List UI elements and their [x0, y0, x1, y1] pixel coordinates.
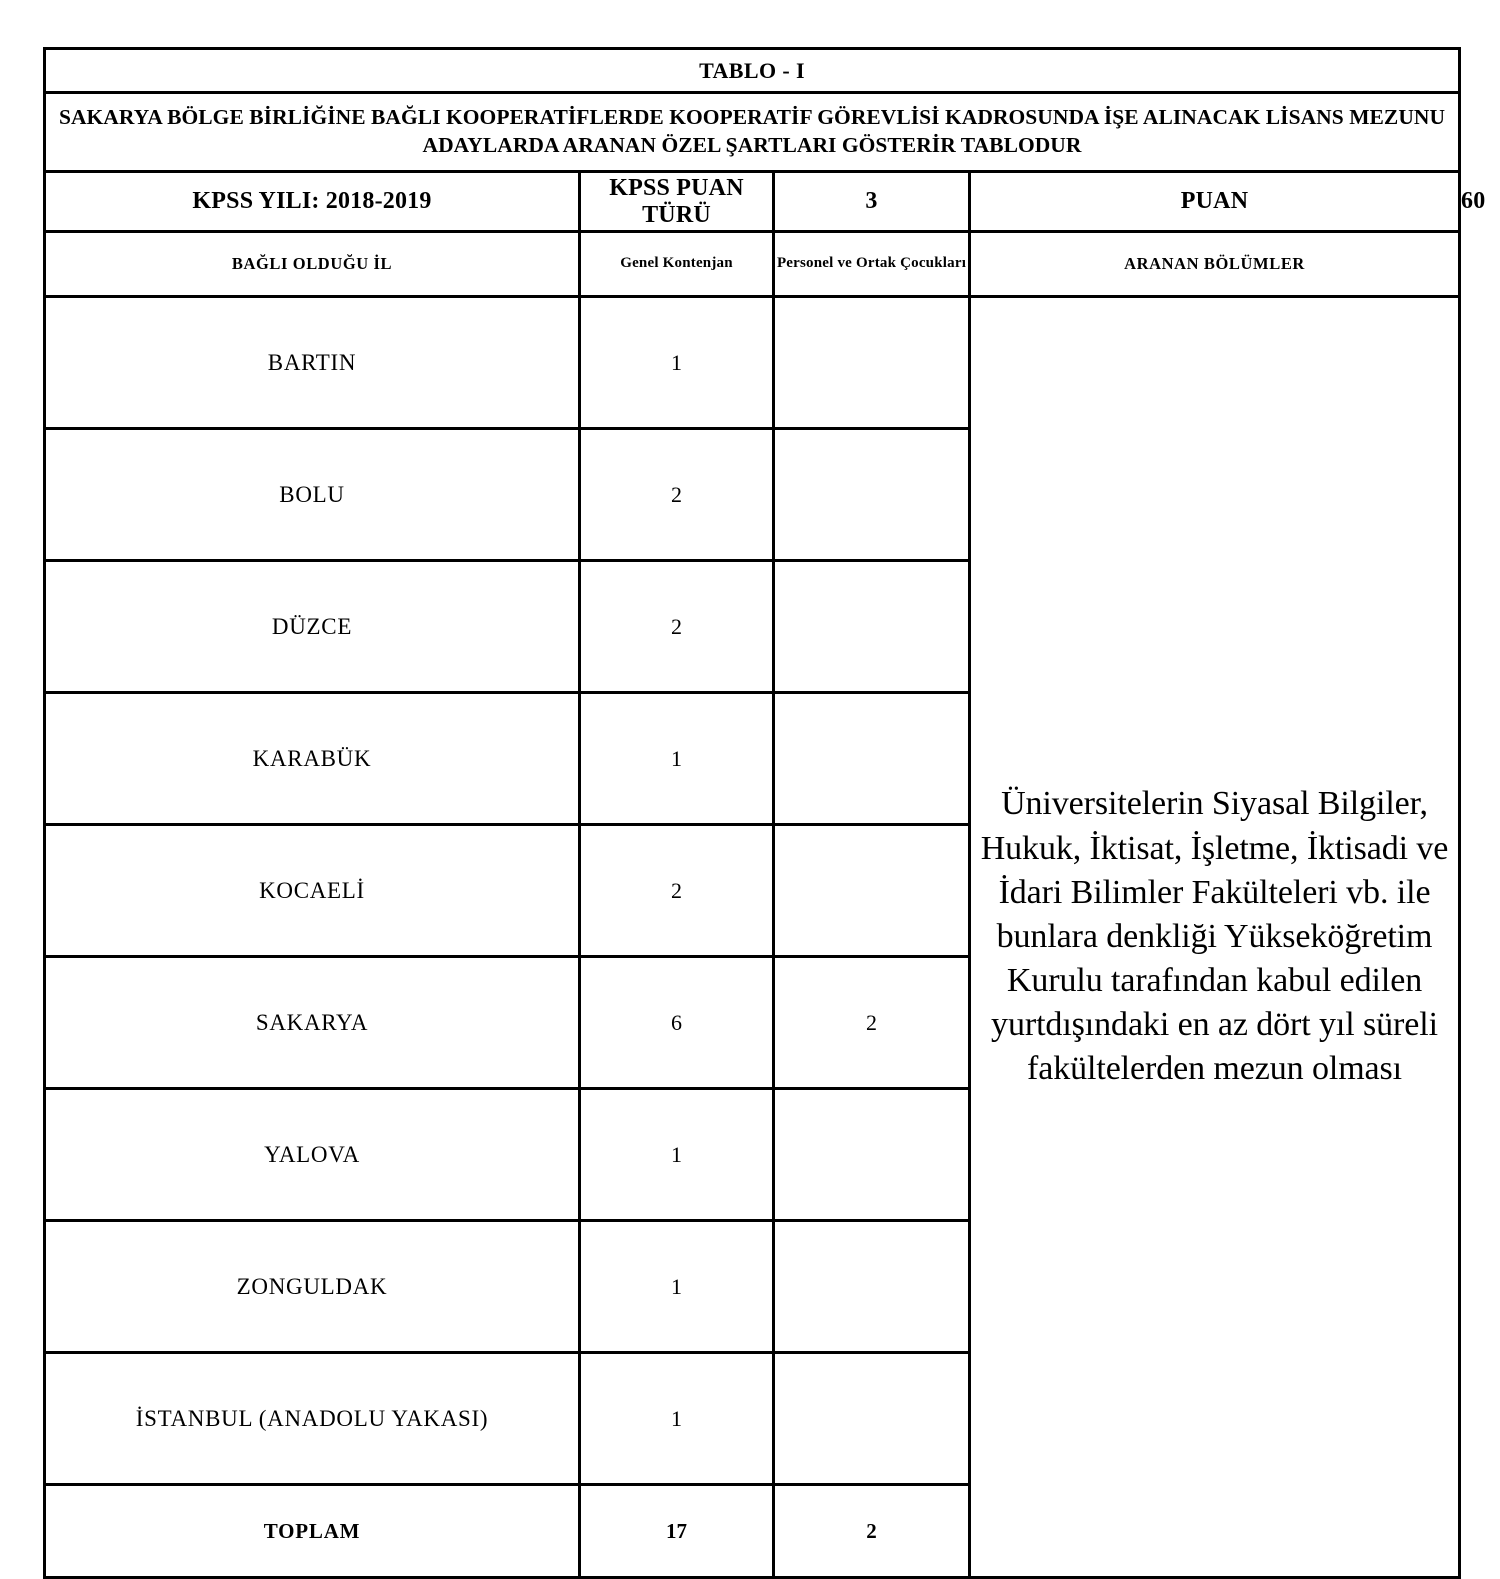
column-header-province: BAĞLI OLDUĞU İL	[45, 232, 580, 297]
cell-province: KOCAELİ	[45, 825, 580, 957]
cell-general-quota: 1	[580, 297, 774, 429]
cell-province: BOLU	[45, 429, 580, 561]
table-container	[43, 47, 1486, 1579]
kpss-year-label: KPSS YILI: 2018-2019	[45, 172, 580, 232]
cell-staff-partner-children	[774, 429, 970, 561]
kpss-score-type-value: 3	[774, 172, 970, 232]
table-title-row	[45, 49, 1460, 93]
cell-staff-partner-children	[774, 1221, 970, 1353]
cell-province: BARTIN	[45, 297, 580, 429]
cell-staff-partner-children	[774, 1353, 970, 1485]
exam-info-row: KPSS YILI: 2018-2019 KPSS PUAN TÜRÜ 3 PUAN 60	[45, 172, 1460, 232]
cell-required-departments	[970, 297, 1460, 1578]
table-subtitle: SAKARYA BÖLGE BİRLİĞİNE BAĞLI KOOPERATİFLERDE KOOPERATİF GÖREVLİSİ KADROSUNDA İŞE ALINACAK LİSANS MEZUNU ADAYLARDA ARANAN ÖZEL ŞARTLARI GÖSTERİR TABLODUR	[58, 105, 1446, 157]
cell-general-quota: 2	[580, 429, 774, 561]
total-general-quota: 17	[580, 1485, 774, 1578]
cell-staff-partner-children	[774, 297, 970, 429]
cell-general-quota: 1	[580, 693, 774, 825]
column-header-general-quota: Genel Kontenjan	[580, 232, 774, 297]
table-subtitle-row	[45, 93, 1460, 172]
cell-staff-partner-children	[774, 561, 970, 693]
cell-general-quota: 2	[580, 825, 774, 957]
total-staff-partner-children: 2	[774, 1485, 970, 1578]
cell-general-quota: 6	[580, 957, 774, 1089]
column-header-row	[45, 232, 1460, 297]
table-subtitle-cell	[45, 93, 1460, 172]
quota-table	[43, 47, 1486, 1579]
cell-province: DÜZCE	[45, 561, 580, 693]
table-label: TABLO - I	[45, 49, 1460, 93]
cell-staff-partner-children	[774, 825, 970, 957]
cell-staff-partner-children	[774, 693, 970, 825]
cell-staff-partner-children	[774, 1089, 970, 1221]
kpss-score-type-label: KPSS PUAN TÜRÜ	[580, 172, 774, 232]
cell-general-quota: 1	[580, 1089, 774, 1221]
table-row	[45, 297, 1460, 429]
column-header-staff-partner-children: Personel ve Ortak Çocukları	[774, 232, 970, 297]
cell-province: İSTANBUL (ANADOLU YAKASI)	[45, 1353, 580, 1485]
cell-province: SAKARYA	[45, 957, 580, 1089]
cell-general-quota: 1	[580, 1221, 774, 1353]
column-header-required-departments: ARANAN BÖLÜMLER	[970, 232, 1460, 297]
required-departments-text: Üniversitelerin Siyasal Bilgiler, Hukuk, İktisat, İşletme, İktisadi ve İdari Bilimler Fakülteleri vb. ile bunlara denkliği Yükseköğretim Kurulu tarafından kabul edilen yurtdışındaki en az dört yıl süreli fakültelerden mezun olması	[980, 785, 1449, 1088]
cell-province: KARABÜK	[45, 693, 580, 825]
kpss-score-label: PUAN	[970, 172, 1460, 232]
total-label: TOPLAM	[45, 1485, 580, 1578]
cell-province: YALOVA	[45, 1089, 580, 1221]
cell-province: ZONGULDAK	[45, 1221, 580, 1353]
cell-general-quota: 1	[580, 1353, 774, 1485]
cell-staff-partner-children: 2	[774, 957, 970, 1089]
cell-general-quota: 2	[580, 561, 774, 693]
